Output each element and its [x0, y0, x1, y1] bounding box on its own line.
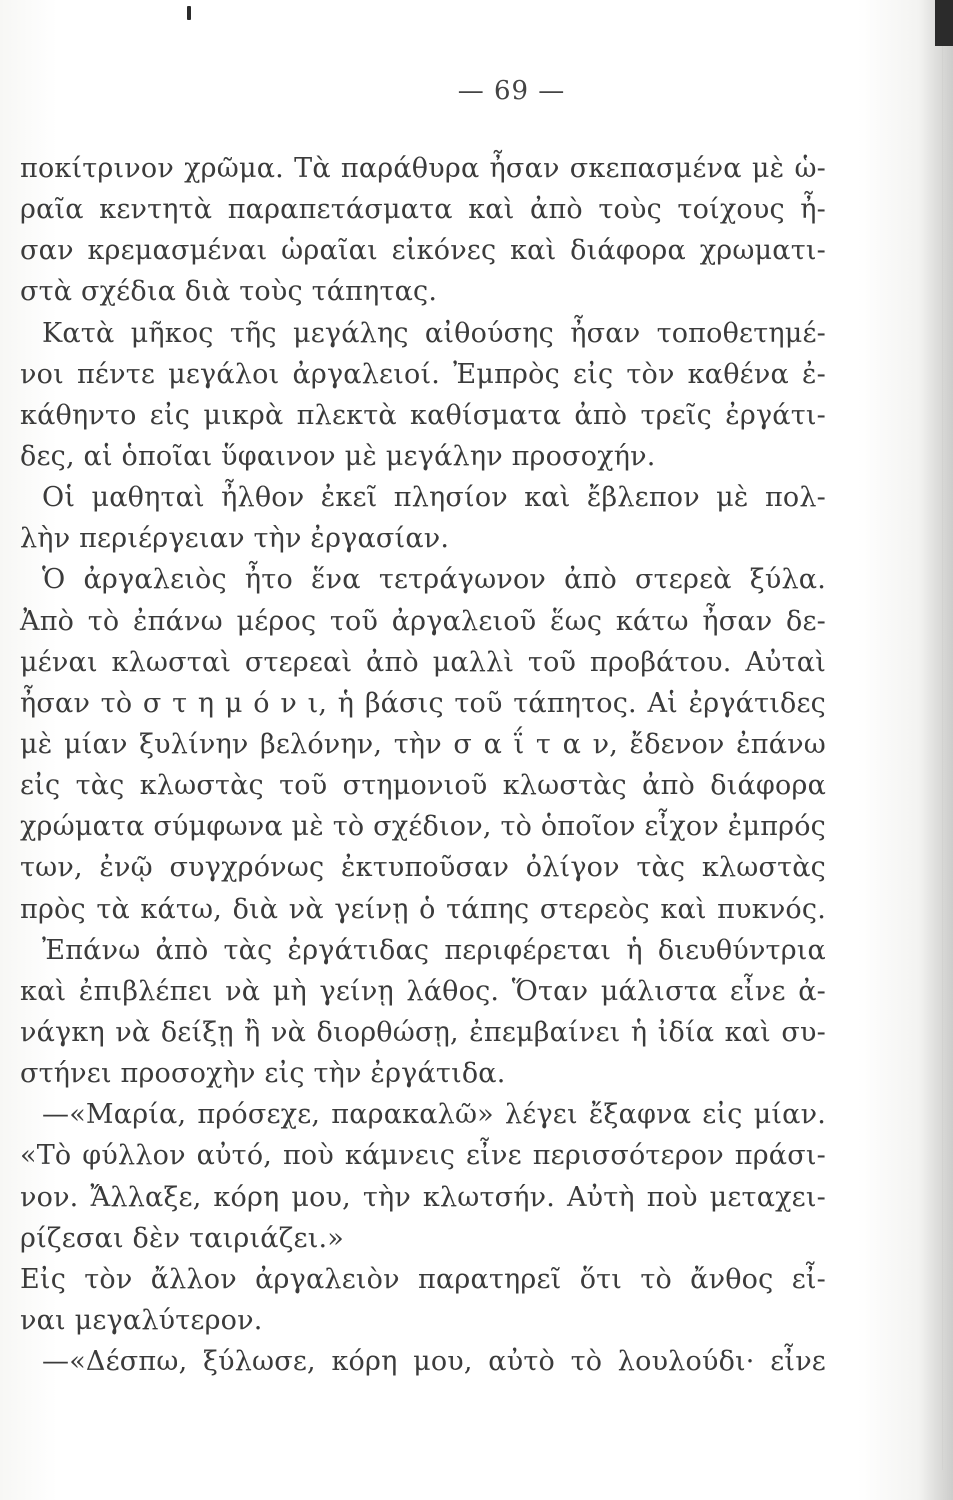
text-line: Εἰς τὸν ἄλλον ἀργαλειὸν παρατηρεῖ ὅτι τὸ ἄνθος εἶ-: [20, 1263, 826, 1295]
body-text: [20, 148, 826, 1382]
text-line: —«Μαρία, πρόσεχε, παρακαλῶ» λέγει ἔξαφνα εἰς μίαν.: [42, 1099, 826, 1131]
text-line: Ἐπάνω ἀπὸ τὰς ἐργάτιδας περιφέρεται ἡ διευθύντρια: [42, 934, 826, 966]
text-line: μέναι κλωσταὶ στερεαὶ ἀπὸ μαλλὶ τοῦ προβάτου. Αὐταὶ: [20, 646, 826, 678]
text-line: στὰ σχέδια διὰ τοὺς τάπητας.: [20, 276, 438, 308]
text-line: στήνει προσοχὴν εἰς τὴν ἐργάτιδα.: [20, 1058, 506, 1090]
text-line: ναι μεγαλύτερον.: [20, 1304, 263, 1336]
page-gutter-shadow: [919, 0, 953, 1500]
text-line: εἰς τὰς κλωστὰς τοῦ στημονιοῦ κλωστὰς ἀπὸ διάφορα: [20, 770, 826, 802]
text-line: χρώματα σύμφωνα μὲ τὸ σχέδιον, τὸ ὁποῖον εἶχον ἐμπρός: [20, 811, 826, 843]
text-line: μὲ μίαν ξυλίνην βελόνην, τὴν σ α ΐ τ α ν, ἔδενον ἐπάνω: [20, 728, 826, 760]
text-line: —«Δέσπω, ξύλωσε, κόρη μου, αὐτὸ τὸ λουλούδι· εἶνε: [42, 1346, 826, 1378]
text-line: σαν κρεμασμέναι ὡραῖαι εἰκόνες καὶ διάφορα χρωματι-: [20, 235, 826, 267]
text-line: πρὸς τὰ κάτω, διὰ νὰ γείνῃ ὁ τάπης στερεὸς καὶ πυκνός.: [20, 893, 826, 925]
text-line: Οἱ μαθηταὶ ἦλθον ἐκεῖ πλησίον καὶ ἔβλεπον μὲ πολ-: [42, 482, 826, 514]
text-line: Κατὰ μῆκος τῆς μεγάλης αἰθούσης ἦσαν τοποθετημέ-: [42, 317, 826, 349]
ink-mark: [187, 6, 191, 20]
text-line: κάθηντο εἰς μικρὰ πλεκτὰ καθίσματα ἀπὸ τρεῖς ἐργάτι-: [20, 399, 826, 431]
scan-corner-mark: [935, 0, 953, 46]
text-line: ἦσαν τὸ σ τ η μ ό ν ι, ἡ βάσις τοῦ τάπητος. Αἱ ἐργάτιδες: [20, 687, 826, 719]
text-line: καὶ ἐπιβλέπει νὰ μὴ γείνῃ λάθος. Ὅταν μάλιστα εἶνε ἀ-: [20, 975, 826, 1007]
text-line: λὴν περιέργειαν τὴν ἐργασίαν.: [20, 523, 450, 555]
text-line: των, ἐνῷ συγχρόνως ἐκτυποῦσαν ὀλίγον τὰς κλωστὰς: [20, 852, 826, 884]
text-line: ρίζεσαι δὲν ταιριάζει.»: [20, 1222, 345, 1254]
text-line: ποκίτρινον χρῶμα. Τὰ παράθυρα ἦσαν σκεπασμένα μὲ ὡ-: [20, 153, 826, 184]
text-line: Ἀπὸ τὸ ἐπάνω μέρος τοῦ ἀργαλειοῦ ἕως κάτω ἦσαν δε-: [20, 605, 826, 637]
text-line: νοι πέντε μεγάλοι ἀργαλειοί. Ἐμπρὸς εἰς τὸν καθένα ἐ-: [20, 358, 826, 390]
text-line: νον. Ἄλλαξε, κόρη μου, τὴν κλωτσήν. Αὐτὴ ποὺ μεταχει-: [20, 1181, 826, 1213]
text-line: νάγκη νὰ δείξῃ ἢ νὰ διορθώσῃ, ἐπεμβαίνει ἡ ἰδία καὶ συ-: [20, 1016, 826, 1048]
text-line: δες, αἱ ὁποῖαι ὕφαινον μὲ μεγάλην προσοχήν.: [20, 440, 656, 472]
text-line: Ὁ ἀργαλειὸς ἦτο ἕνα τετράγωνον ἀπὸ στερεὰ ξύλα.: [42, 564, 826, 596]
page-edge-line: [942, 30, 943, 1470]
page-number: — 69 —: [457, 76, 566, 106]
text-line: «Τὸ φύλλον αὐτό, ποὺ κάμνεις εἶνε περισσότερον πράσι-: [20, 1140, 826, 1172]
text-line: ραῖα κεντητὰ παραπετάσματα καὶ ἀπὸ τοὺς τοίχους ἦ-: [20, 194, 826, 226]
